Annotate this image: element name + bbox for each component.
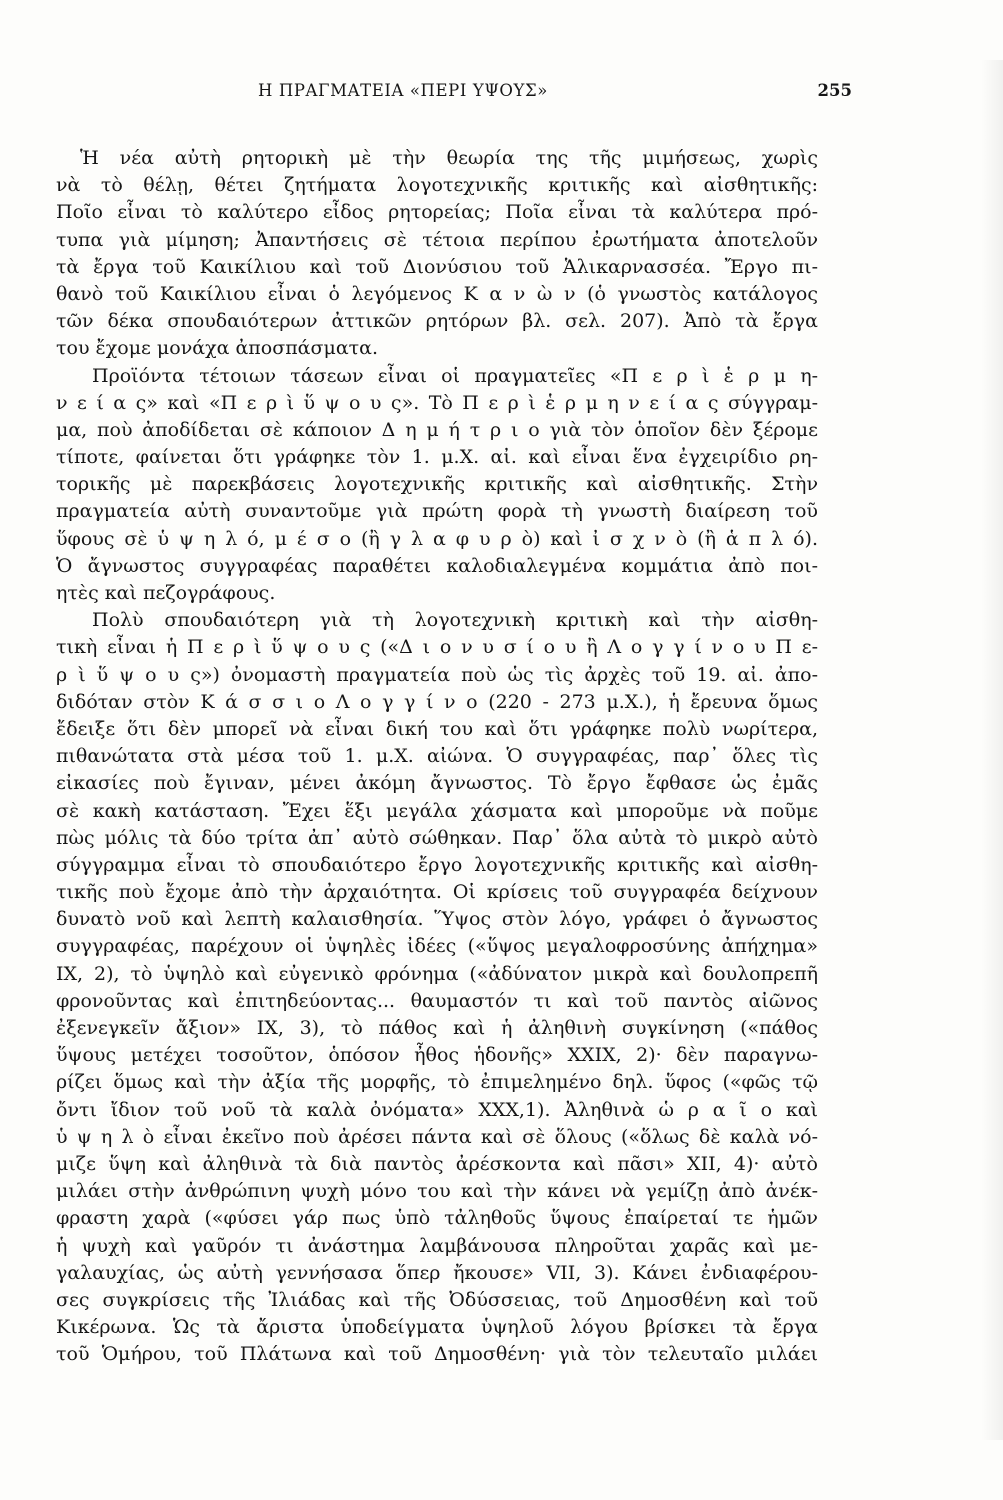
text-line: ρίζει ὅμως καὶ τὴν ἀξία τῆς μορφῆς, τὸ ἐπιμελημένο δηλ. ὕφος («φῶς τῷ bbox=[56, 1071, 818, 1094]
text-line: ητὲς καὶ πεζογράφους. bbox=[56, 582, 276, 604]
text-line: φρονοῦντας καὶ ἐπιτηδεύοντας... θαυμαστόν τι καὶ τοῦ παντὸς αἰῶνος bbox=[56, 989, 818, 1012]
body-text bbox=[56, 145, 826, 1368]
text-line: σες συγκρίσεις τῆς Ἰλιάδας καὶ τῆς Ὀδύσσειας, τοῦ Δημοσθένη καὶ τοῦ bbox=[56, 1288, 818, 1311]
text-line: μιζε ὕψη καὶ ἀληθινὰ τὰ διὰ παντὸς ἀρέσκοντα καὶ πᾶσι» XII, 4)· αὐτὸ bbox=[56, 1152, 818, 1175]
text-line: νὰ τὸ θέλῃ, θέτει ζητήματα λογοτεχνικῆς κριτικῆς καὶ αἰσθητικῆς: bbox=[56, 174, 818, 197]
text-line: φραστη χαρὰ («φύσει γάρ πως ὑπὸ τἀληθοῦς ὕψους ἐπαίρεταί τε ἡμῶν bbox=[56, 1207, 818, 1230]
text-line: Πολὺ σπουδαιότερη γιὰ τὴ λογοτεχνικὴ κριτικὴ καὶ τὴν αἰσθη- bbox=[92, 609, 818, 632]
text-line: πὼς μόλις τὰ δύο τρίτα ἀπ᾽ αὐτὸ σώθηκαν. Παρ᾽ ὅλα αὐτὰ τὸ μικρὸ αὐτὸ bbox=[56, 826, 818, 849]
text-line: γαλαυχίας, ὡς αὐτὴ γεννήσασα ὅπερ ἤκουσε» VII, 3). Κάνει ἐνδιαφέρου- bbox=[56, 1261, 818, 1284]
text-line: ὕφους σὲ ὑ ψ η λ ό, μ έ σ ο (ἢ γ λ α φ υ ρ ὸ) καὶ ἰ σ χ ν ὸ (ἢ ἁ π λ ό). bbox=[56, 527, 818, 550]
text-line: πραγματεία αὐτὴ συναντοῦμε γιὰ πρώτη φορὰ τὴ γνωστὴ διαίρεση τοῦ bbox=[56, 500, 818, 523]
text-line: τοῦ Ὁμήρου, τοῦ Πλάτωνα καὶ τοῦ Δημοσθένη· γιὰ τὸν τελευταῖο μιλάει bbox=[56, 1343, 818, 1366]
text-line: σύγγραμμα εἶναι τὸ σπουδαιότερο ἔργο λογοτεχνικῆς κριτικῆς καὶ αἰσθη- bbox=[56, 853, 818, 876]
text-line: ὑ ψ η λ ὸ εἶναι ἐκεῖνο ποὺ ἀρέσει πάντα καὶ σὲ ὅλους («ὅλως δὲ καλὰ νό- bbox=[56, 1125, 818, 1148]
text-line: συγγραφέας, παρέχουν οἱ ὑψηλὲς ἰδέες («ὕψος μεγαλοφροσύνης ἀπήχημα» bbox=[56, 935, 818, 958]
text-line: ἔδειξε ὅτι δὲν μπορεῖ νὰ εἶναι δική του καὶ ὅτι γράφηκε πολὺ νωρίτερα, bbox=[56, 717, 818, 740]
text-line: Κικέρωνα. Ὡς τὰ ἄριστα ὑποδείγματα ὑψηλοῦ λόγου βρίσκει τὰ ἔργα bbox=[56, 1316, 818, 1339]
text-line: τῶν δέκα σπουδαιότερων ἀττικῶν ρητόρων βλ. σελ. 207). Ἀπὸ τὰ ἔργα bbox=[56, 310, 818, 333]
text-line: ν ε ί α ς» καὶ «Π ε ρ ὶ ὕ ψ ο υ ς». Τὸ Π ε ρ ὶ ἑ ρ μ η ν ε ί α ς σύγγραμ- bbox=[56, 391, 818, 414]
text-line: ρ ὶ ὕ ψ ο υ ς») ὀνομαστὴ πραγματεία ποὺ ὡς τὶς ἀρχὲς τοῦ 19. αἰ. ἀπο- bbox=[56, 663, 818, 686]
text-line: θανὸ τοῦ Καικίλιου εἶναι ὁ λεγόμενος Κ α ν ὼ ν (ὁ γνωστὸς κατάλογος bbox=[56, 282, 818, 305]
text-line: τικῆς ποὺ ἔχομε ἀπὸ τὴν ἀρχαιότητα. Οἱ κρίσεις τοῦ συγγραφέα δείχνουν bbox=[56, 881, 818, 904]
text-line: διδόταν στὸν Κ ά σ σ ι ο Λ ο γ γ ί ν ο (220 - 273 μ.Χ.), ἡ ἔρευνα ὅμως bbox=[56, 690, 818, 713]
running-title: Η ΠΡΑΓΜΑΤΕΙΑ «ΠΕΡΙ ΥΨΟΥΣ» bbox=[258, 81, 548, 100]
text-line: Ποῖο εἶναι τὸ καλύτερο εἶδος ρητορείας; Ποῖα εἶναι τὰ καλύτερα πρό- bbox=[56, 201, 818, 224]
page-header bbox=[56, 81, 852, 105]
page-number: 255 bbox=[817, 81, 852, 100]
text-line: ἐξενεγκεῖν ἄξιον» IX, 3), τὸ πάθος καὶ ἡ ἀληθινὴ συγκίνηση («πάθος bbox=[56, 1017, 818, 1039]
text-line: Προϊόντα τέτοιων τάσεων εἶναι οἱ πραγματεῖες «Π ε ρ ὶ ἑ ρ μ η- bbox=[92, 364, 818, 387]
text-line: του ἔχομε μονάχα ἀποσπάσματα. bbox=[56, 337, 379, 360]
text-line: τὰ ἔργα τοῦ Καικίλιου καὶ τοῦ Διονύσιου τοῦ Ἁλικαρνασσέα. Ἔργο πι- bbox=[56, 255, 818, 278]
text-line: τορικῆς μὲ παρεκβάσεις λογοτεχνικῆς κριτικῆς καὶ αἰσθητικῆς. Στὴν bbox=[56, 473, 818, 496]
text-line: ἡ ψυχὴ καὶ γαῦρόν τι ἀνάστημα λαμβάνουσα πληροῦται χαρᾶς καὶ με- bbox=[56, 1234, 818, 1257]
text-line: Ἡ νέα αὐτὴ ρητορικὴ μὲ τὴν θεωρία της τῆς μιμήσεως, χωρὶς bbox=[80, 147, 818, 169]
page-edge-shadow bbox=[981, 60, 1003, 1440]
text-line: μιλάει στὴν ἀνθρώπινη ψυχὴ μόνο του καὶ τὴν κάνει νὰ γεμίζῃ ἀπὸ ἀνέκ- bbox=[56, 1180, 818, 1203]
text-line: ὄντι ἴδιον τοῦ νοῦ τὰ καλὰ ὀνόματα» XXX,1). Ἀληθινὰ ὡ ρ α ῖ ο καὶ bbox=[56, 1098, 818, 1121]
text-line: εἰκασίες ποὺ ἔγιναν, μένει ἀκόμη ἄγνωστος. Τὸ ἔργο ἔφθασε ὡς ἐμᾶς bbox=[56, 772, 818, 795]
text-line: δυνατὸ νοῦ καὶ λεπτὴ καλαισθησία. Ὕψος στὸν λόγο, γράφει ὁ ἄγνωστος bbox=[56, 908, 818, 931]
text-line: τυπα γιὰ μίμηση; Ἀπαντήσεις σὲ τέτοια περίπου ἐρωτήματα ἀποτελοῦν bbox=[56, 228, 818, 251]
text-line: τίποτε, φαίνεται ὅτι γράφηκε τὸν 1. μ.Χ. αἰ. καὶ εἶναι ἕνα ἐγχειρίδιο ρη- bbox=[56, 446, 818, 469]
text-line: ὕψους μετέχει τοσοῦτον, ὁπόσον ἦθος ἡδονῆς» XXIX, 2)· δὲν παραγνω- bbox=[56, 1044, 818, 1067]
text-line: σὲ κακὴ κατάσταση. Ἔχει ἕξι μεγάλα χάσματα καὶ μποροῦμε νὰ ποῦμε bbox=[56, 799, 818, 822]
text-line: IX, 2), τὸ ὑψηλὸ καὶ εὐγενικὸ φρόνημα («ἀδύνατον μικρὰ καὶ δουλοπρεπῆ bbox=[56, 962, 818, 985]
text-line: πιθανώτατα στὰ μέσα τοῦ 1. μ.Χ. αἰώνα. Ὁ συγγραφέας, παρ᾽ ὅλες τὶς bbox=[56, 745, 818, 768]
text-line: τικὴ εἶναι ἡ Π ε ρ ὶ ὕ ψ ο υ ς («Δ ι ο ν υ σ ί ο υ ἢ Λ ο γ γ ί ν ο υ Π ε- bbox=[56, 636, 818, 659]
text-line: Ὁ ἄγνωστος συγγραφέας παραθέτει καλοδιαλεγμένα κομμάτια ἀπὸ ποι- bbox=[56, 554, 818, 577]
text-line: μα, ποὺ ἀποδίδεται σὲ κάποιον Δ η μ ή τ ρ ι ο γιὰ τὸν ὁποῖον δὲν ξέρομε bbox=[56, 418, 818, 441]
